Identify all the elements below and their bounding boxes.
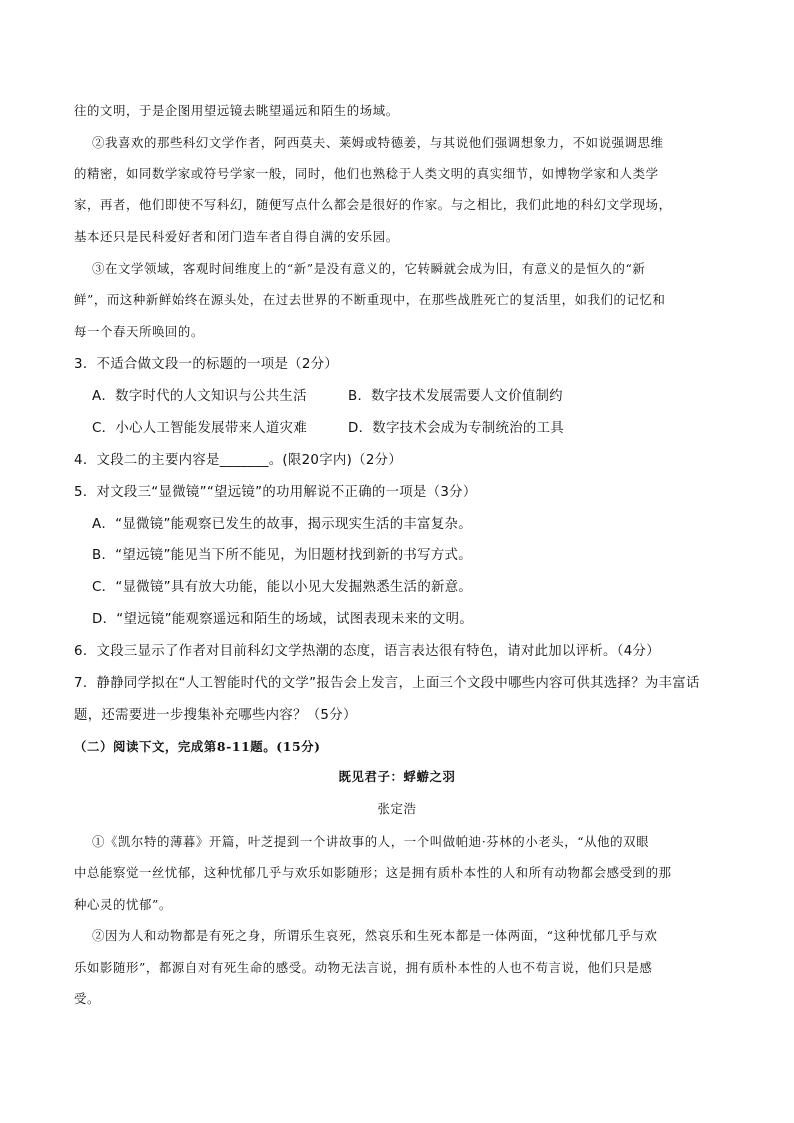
passage-line: 乐如影随形”，都源自对有死生命的感受。动物无法言说，拥有质朴本性的人也不苟言说，他们只是感 (74, 960, 653, 975)
section-heading: （二）阅读下文，完成第8-11题。(15分) (74, 739, 321, 754)
article-title: 既见君子：蜉蝣之羽 (338, 769, 456, 784)
passage-line: ③在文学领域，客观时间维度上的“新”是没有意义的，它转瞬就会成为旧，有意义的是恒久的“新 (92, 261, 646, 276)
question-4: 4．文段二的主要内容是_______。(限20字内)（2分） (74, 453, 403, 468)
passage-line: 种心灵的忧郁”。 (74, 897, 172, 912)
question-3-option-b: B．数字技术发展需要人文价值制约 (348, 389, 563, 404)
passage-line: ②因为人和动物都是有死之身，所谓乐生哀死，然哀乐和生死本都是一体两面，“这种忧郁几乎与欢 (92, 928, 658, 943)
question-7-line: 7．静静同学拟在“人工智能时代的文学”报告会上发言，上面三个文段中哪些内容可供其选择？为丰富话 (74, 676, 700, 691)
question-5-option-c: C．“显微镜”具有放大功能，能以小见大发掘熟悉生活的新意。 (92, 580, 473, 595)
question-5-option-d: D．“望远镜”能观察遥远和陌生的场域，试图表现未来的文明。 (92, 612, 474, 627)
question-6: 6．文段三显示了作者对目前科幻文学热潮的态度，语言表达很有特色，请对此加以评析。（4分） (74, 644, 660, 659)
question-5-option-a: A．“显微镜”能观察已发生的故事，揭示现实生活的丰富复杂。 (92, 517, 472, 532)
question-3-option-c: C．小心人工智能发展带来人道灾难 (92, 421, 308, 436)
passage-line: 受。 (74, 991, 100, 1006)
question-5-stem: 5．对文段三“显微镜”“望远镜”的功用解说不正确的一项是（3分） (74, 485, 477, 500)
question-7-line: 题，还需要进一步搜集补充哪些内容？（5分） (74, 708, 357, 723)
passage-line: 中总能察觉一丝忧郁，这种忧郁几乎与欢乐如影随形；这是拥有质朴本性的人和所有动物都会感受到的那 (74, 865, 672, 880)
question-5-option-b: B．“望远镜”能见当下所不能见，为旧题材找到新的书写方式。 (92, 548, 472, 563)
passage-line: 的精密，如同数学家或符号学家一般，同时，他们也熟稔于人类文明的真实细节，如博物学家和人类学 (74, 166, 659, 181)
question-3-stem: 3．不适合做文段一的标题的一项是（2分） (74, 357, 339, 372)
passage-line: 基本还只是民科爱好者和闭门造车者自得自满的安乐园。 (74, 229, 399, 244)
passage-line: 往的文明，于是企图用望远镜去眺望遥远和陌生的场域。 (74, 103, 399, 118)
question-3-option-a: A．数字时代的人文知识与公共生活 (92, 389, 307, 404)
passage-line: 每一个春天所唤回的。 (74, 324, 204, 339)
passage-line: 鲜”，而这种新鲜始终在源头处，在过去世界的不断重现中，在那些战胜死亡的复活里，如我们的记忆和 (74, 292, 666, 307)
question-3-option-d: D．数字技术会成为专制统治的工具 (348, 421, 564, 436)
passage-line: 家，再者，他们即使不写科幻，随便写点什么都会是很好的作家。与之相比，我们此地的科幻文学现场， (74, 197, 672, 212)
passage-line: ①《凯尔特的薄暮》开篇，叶芝提到一个讲故事的人，一个叫做帕迪·芬林的小老头，“从他的双眼 (92, 834, 650, 849)
article-author: 张定浩 (377, 801, 417, 816)
passage-line: ②我喜欢的那些科幻文学作者，阿西莫夫、莱姆或特德姜，与其说他们强调想象力，不如说强调思维 (92, 135, 664, 150)
